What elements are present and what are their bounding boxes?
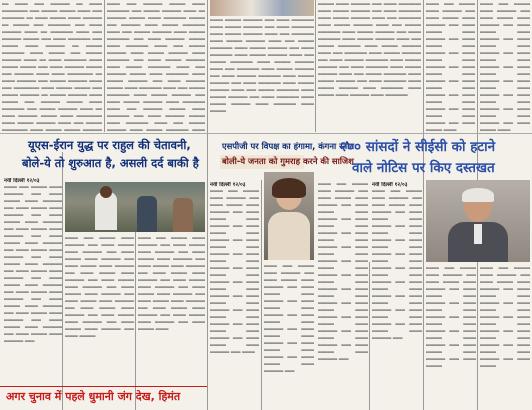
top-article-column-1: ━━ ━━━━ ━━━ ━━━━━━ ━━ ━━━━ ━━━━━━━━ ━━━ ━━━━━ ━━━━━ ━━━━ ━━━ ━━━━━━━ ━━ ━━━━ ━━━━━ ━━━━ ━━━━━━ ━━ ━━━━━ ━━━ ━━━━━━━ ━━━ ━━━━ ━━━━━━ ━━━━ ━━ ━━━━━━━ ━━━━ ━━━ ━━━━━━ ━━━━━ ━━━ ━━━━ ━━━━━━━ ━━━ ━━━━━ ━━━━ ━━━━━━ ━━ ━━━━━ ━━━━━━━ ━━━━ ━━━━━ ━━━ ━━━━━ ━━━━━━ ━━━━ ━━ ━━━━ ━━━━━━━ ━━━━ ━━━━━ ━━━━━ ━━━ ━━━━ ━━━━━━ ━━━━━ ━━━ ━━━━━━ ━━━━ ━━━━ ━━━━━━━━ ━━ ━━━━ ━━━━━━ ━━━ ━━━━━ ━━━━━━ ━━━━ ━━━ ━━━━━━━━ ━━━━ ━━━━━ ━━━━━ ━━━ ━━━━━ ━━━━━━ ━━ ━━━━━ ━━━━━━ ━━━━ ━━━━━ ━━━ ━━━━━━ ━━━━━ ━━━━ ━━━━━━━ ━━━ ━━━━━ ━━━━━━ ━━━━ ━━ ━━━━ ━━━━━━ ━━━━━ ━━━━ ━━━━━━━━ ━━━━ ━━━━━ ━━━━━━ ━━━━ ━━━ ━━━━━ ━━━━━━━━ ━━━━ ━━━━━ ━━━━━ ━━━━━━ xyxy=(2,2,102,132)
headline-mps: २०० सांसदों ने सीईसी को हटाने xyxy=(340,139,496,155)
headline-opposition: एसपीजी पर विपक्ष का हंगामा, कंगना रनौत xyxy=(222,141,355,151)
dateline-rahul: नयी दिल्ली १२/०३ xyxy=(4,178,40,184)
column-rule xyxy=(315,0,316,132)
dateline-opposition: नयी दिल्ली १२/०३ xyxy=(210,182,246,188)
headline-mps-sub: वाले नोटिस पर किए दस्तखत xyxy=(352,160,495,176)
rahul-story-column-2: ━━━━ ━━━ ━━━━━ ━━━━ ━━━━━━ ━━━ ━━━━ ━━━━━ ━━━━ ━━━━━━ ━━━ ━━━━ ━━━━━ ━━━━ ━━━━━━ ━━━ ━━━━ ━━━━━ ━━━━ ━━━━━━ ━━━ ━━━━ ━━━━━ ━━━━ ━━━━━━ ━━━ ━━━━ ━━━━━ ━━━━ ━━━━━━ ━━━ ━━━━ ━━━━━ ━━━━ ━━━━━━ ━━━ ━━━━ ━━━━━ ━━━━ ━━━━━━ ━━━ ━━━━ ━━━━━ ━━━━ ━━━━━━ ━━━ ━━━━ ━━━━━ ━━━━ ━━━━━━ ━━━ ━━━━ ━━━━━ ━━━━ ━━━━━━ ━━━ ━━━━ ━━━━━ xyxy=(65,236,134,340)
column-rule xyxy=(423,0,424,410)
mps-story-column-1 xyxy=(372,182,422,382)
opposition-body-1: ━━━━ ━━━ ━━━━━ ━━━━ ━━━━━━ ━━━ ━━━━ ━━━━━ ━━━━ ━━━━━━ ━━━ ━━━━ ━━━━━ ━━━━ ━━━━━━ ━━━ ━━━━ ━━━━━ ━━━━ ━━━━━━ ━━━ ━━━━ ━━━━━ ━━━━ ━━━━━━ ━━━ ━━━━ ━━━━━ ━━━━ ━━━━━━ ━━━ ━━━━ ━━━━━ ━━━━ ━━━━━━ ━━━ ━━━━ ━━━━━ ━━━━ ━━━━━━ ━━━ ━━━━ ━━━━━ ━━━━ ━━━━━━ ━━━ ━━━━ ━━━━━ ━━━━ ━━━━━━ ━━━ ━━━━ ━━━━━ ━━━━ ━━━━━━ ━━━ ━━━━ ━━━━━ ━━━━ ━━━━━━ ━━━ ━━━━ xyxy=(210,189,259,356)
headline-rahul-sub: बोले-ये तो शुरुआत है, असली दर्द बाकी है xyxy=(22,156,199,170)
top-article-column-5: ━━━━ ━━━ ━━━━━ ━━━━ ━━━━━━ ━━━ ━━━━ ━━━━━ ━━━━ ━━━━━━ ━━━ ━━━━ ━━━━━ ━━━━ ━━━━━━ ━━━ ━━━━ ━━━━━ ━━━━ ━━━━━━ ━━━ ━━━━ ━━━━━ ━━━━ ━━━━━━ ━━━ ━━━━ ━━━━━ ━━━━ ━━━━━━ ━━━ ━━━━ ━━━━━ ━━━━ ━━━━━━ ━━━ ━━━━ ━━━━━ ━━━━ ━━━━━━ ━━━ ━━━━ ━━━━━ ━━━━ ━━━━━━ ━━━ ━━━━ ━━━━━ ━━━━ xyxy=(426,2,475,132)
opposition-story-column-1 xyxy=(210,182,259,382)
column-rule xyxy=(261,180,262,410)
headline-bottom: अगर चुनाव में पहले धुमानी जंग देख, हिमंत xyxy=(6,390,181,403)
opposition-story-column-2: ━━━━ ━━━ ━━━━━ ━━━━ ━━━━━━ ━━━ ━━━━ ━━━━━ ━━━━ ━━━━━━ ━━━ ━━━━ ━━━━━ ━━━━ ━━━━━━ ━━━ ━━━━ ━━━━━ ━━━━ ━━━━━━ ━━━ ━━━━ ━━━━━ ━━━━ ━━━━━━ ━━━ ━━━━ ━━━━━ ━━━━ ━━━━━━ ━━━ ━━━━ ━━━━━ ━━━━ ━━━━━━ ━━━ ━━━━ ━━━━━ ━━━━ ━━━━━━ ━━━ xyxy=(264,264,314,375)
photo-kangana xyxy=(264,172,314,260)
rahul-body-1: ━━━━ ━━━ ━━━━━ ━━━━ ━━━━━━ ━━━ ━━━━ ━━━━━ ━━━━ ━━━━━━ ━━━ ━━━━ ━━━━━ ━━━━ ━━━━━━ ━━━ ━━━━ ━━━━━ ━━━━ ━━━━━━ ━━━ ━━━━ ━━━━━ ━━━━ ━━━━━━ ━━━ ━━━━ ━━━━━ ━━━━ ━━━━━━ ━━━ ━━━━ ━━━━━ ━━━━ ━━━━━━ ━━━ ━━━━ ━━━━━ ━━━━ ━━━━━━ ━━━ ━━━━ ━━━━━ ━━━━ ━━━━━━ ━━━ ━━━━ ━━━━━ ━━━━ ━━━━━━ ━━━ ━━━━ ━━━━━ ━━━━ ━━━━━━ ━━━ ━━━━ ━━━━━ ━━━━ ━━━━━━ ━━━ ━━━━ ━━━━━ ━━━━ ━━━━━━ ━━━ ━━━━ ━━━━━ ━━━━ ━━━━━━ ━━━ ━━━━ ━━━━━ ━━━━ ━━━━━━ ━━━ xyxy=(4,185,62,345)
column-rule xyxy=(62,152,63,410)
top-article-column-3: ━━━━ ━━━━━ ━━━━━━ ━━━ ━━━━ ━━━━━━━ ━━━━ ━━━━━ ━━━━━━ ━━━ ━━━━ ━━━━━━━ ━━━━ ━━━━━ ━━━━━━ ━━━━ ━━━ ━━━━━━━ ━━━━ ━━━━━ ━━━━━━ ━━━━ ━━━ ━━━━━ ━━━━━━━ ━━━━ ━━━━━ ━━━━━━ ━━━ ━━━━ ━━━━━━━ ━━━━ ━━━━━ ━━━━━━ ━━━━ ━━━ ━━━━━ ━━━━━━━ ━━━━ ━━━━━ ━━━━━━ ━━━━ ━━━ ━━━━━━━ ━━━━ ━━━━━ ━━━━━━ ━━━ ━━━━ ━━━━━━ ━━━━━━━ ━━━━ ━━━━━ ━━━━━━ ━━━ ━━━━ ━━━━━━━ ━━━━ ━━━━━ ━━━━━━ ━━━━ ━━━ ━━━━━ ━━━━━━━ ━━━━ ━━━━━ ━━━━━━ ━━━ ━━━━ ━━━━━━━ ━━━━ ━━━━━ ━━━━━━ ━━━━ ━━━━━━━ ━━━━ ━━━━━ xyxy=(210,18,314,115)
headline-opposition-sub: बोली-ये जनता को गुमराह करने की साजिश xyxy=(222,156,354,166)
top-article-column-2: ━━━━ ━━━ ━━━━━━ ━━━━━ ━━━━ ━━━━━━━ ━━━ ━━━━━ ━━━━━━ ━━━━ ━━ ━━━━━━ ━━━━━ ━━━━ ━━━━━━━ ━━━━━ ━━━ ━━━━━━ ━━━━ ━━━━━ ━━━━━━━ ━━━━ ━━━ ━━━━━ ━━━━━━ ━━━━ ━━━━━ ━━━━━━━ ━━━ ━━━━ ━━━━━━ ━━━━━ ━━━━ ━━━━━━━ ━━━━ ━━━ ━━━━━ ━━━━━━ ━━━━ ━━━━━ ━━━━━━ ━━━━ ━━━━━━━ ━━━ ━━━━ ━━━━━ ━━━━━━ ━━━━ ━━━━━ ━━━━━━━ ━━━━ ━━━ ━━━━━━ ━━━━━ ━━━━ ━━━━━━━ ━━━━ ━━━━━ ━━━━━━ ━━━ ━━━━ ━━━━━━ ━━━━━ ━━━━ ━━━━━━━ ━━━━ ━━━ ━━━━━ ━━━━━━━ ━━━━ ━━━━━ ━━━━━━ ━━━ ━━━━ ━━━━━ ━━━━━━ ━━━━ ━━━━━━━ ━━━━ ━━━ ━━━━━━ ━━━━━ ━━━━ ━━━━━━━ ━━━ ━━━━ ━━━━━━ ━━━━━ ━━━━ ━━━━━━━ ━━━━ ━━━ ━━━━━ ━━━━━━ ━━━━ ━━━━━ ━━━━━━━ ━━━━ xyxy=(107,2,205,132)
top-photo-strip xyxy=(210,0,314,16)
dateline-mps: नयी दिल्ली १२/०३ xyxy=(372,182,408,188)
top-article-column-4: ━━━━━ ━━━━ ━━━━━━ ━━━ ━━━━ ━━━━━━━ ━━━━ ━━━━━ ━━━━━━ ━━━ ━━━━ ━━━━━━━ ━━━━ ━━━━━ ━━━━━━ ━━━━ ━━━ ━━━━━━━ ━━━━ ━━━━━ ━━━━━━ ━━━━ ━━━ ━━━━━ ━━━━━━━ ━━━━ ━━━━━ ━━━━━━ ━━━ ━━━━ ━━━━━━━ ━━━━ ━━━━━ ━━━━━━ ━━━━ ━━━ ━━━━━ ━━━━━━━ ━━━━ ━━━━━ ━━━━━━ ━━━━ ━━━ ━━━━━━━ ━━━━ ━━━━━ ━━━━━━ ━━━ ━━━━ ━━━━━━ ━━━━━━━ ━━━━ ━━━━━ ━━━━━━ ━━━ ━━━━ ━━━━━━━ ━━━━ ━━━━━ ━━━━━━ ━━━━ ━━━ ━━━━━ ━━━━━━━ ━━━━ ━━━━━ ━━━━━━ ━━━ ━━━━ ━━━━━━━ ━━━━ ━━━━━ ━━━━━━ ━━━━ ━━━━━━━ ━━━━ ━━━━━ ━━━━ ━━━━━━ ━━━━ ━━━━━━━ xyxy=(318,2,421,99)
photo-rahul-parliament xyxy=(65,182,205,232)
photo-mps-speaker xyxy=(426,180,530,262)
column-rule xyxy=(135,232,136,410)
mps-story-column-2: ━━━━ ━━━ ━━━━━ ━━━━ ━━━━━━ ━━━ ━━━━ ━━━━━ ━━━━ ━━━━━━ ━━━ ━━━━ ━━━━━ ━━━━ ━━━━━━ ━━━ ━━━━ ━━━━━ ━━━━ ━━━━━━ ━━━ ━━━━ ━━━━━ ━━━━ ━━━━━━ ━━━ ━━━━ ━━━━━ ━━━━ ━━━━━━ ━━━ ━━━━ ━━━━━ ━━━━ ━━━━━━ ━━━ ━━━━ ━━━━━ xyxy=(426,266,476,370)
mps-story-column-3: ━━━━ ━━━ ━━━━━ ━━━━ ━━━━━━ ━━━ ━━━━ ━━━━━ ━━━━ ━━━━━━ ━━━ ━━━━ ━━━━━ ━━━━ ━━━━━━ ━━━ ━━━━ ━━━━━ ━━━━ ━━━━━━ ━━━ ━━━━ ━━━━━ ━━━━ ━━━━━━ ━━━ ━━━━ ━━━━━ ━━━━ ━━━━━━ ━━━ ━━━━ ━━━━━ ━━━━ ━━━━━━ ━━━ ━━━━ ━━━━━ xyxy=(480,266,530,370)
column-rule xyxy=(369,262,370,410)
column-rule xyxy=(207,0,208,410)
headline-rahul: यूएस-ईरान युद्ध पर राहुल की चेतावनी, xyxy=(28,138,191,152)
opposition-story-column-3: ━━━━ ━━━ ━━━━━ ━━━━ ━━━━━━ ━━━ ━━━━ ━━━━━ ━━━━ ━━━━━━ ━━━ ━━━━ ━━━━━ ━━━━ ━━━━━━ ━━━ ━━━━ ━━━━━ ━━━━ ━━━━━━ ━━━ ━━━━ ━━━━━ ━━━━ ━━━━━━ ━━━ ━━━━ ━━━━━ ━━━━ ━━━━━━ ━━━ ━━━━ ━━━━━ ━━━━ ━━━━━━ ━━━ ━━━━ ━━━━━ ━━━━ ━━━━━━ ━━━ ━━━━ ━━━━━ ━━━━ ━━━━━━ ━━━ ━━━━ ━━━━━ ━━━━ ━━━━━━ ━━━ ━━━━ ━━━━━ ━━━━ ━━━━━━ ━━━ ━━━━ ━━━━━ ━━━━ ━━━━━━ ━━━ ━━━━ ━━━━━ ━━━━ ━━━━━━ ━━━ xyxy=(318,182,368,363)
top-article-column-6: ━━━━ ━━━ ━━━━━ ━━━━ ━━━━━━ ━━━ ━━━━ ━━━━━ ━━━━ ━━━━━━ ━━━ ━━━━ ━━━━━ ━━━━ ━━━━━━ ━━━ ━━━━ ━━━━━ ━━━━ ━━━━━━ ━━━ ━━━━ ━━━━━ ━━━━ ━━━━━━ ━━━ ━━━━ ━━━━━ ━━━━ ━━━━━━ ━━━ ━━━━ ━━━━━ ━━━━ ━━━━━━ ━━━ ━━━━ ━━━━━ ━━━━ ━━━━━━ ━━━ ━━━━ ━━━━━ ━━━━ ━━━━━━ ━━━ ━━━━ ━━━━━ ━━━━ xyxy=(480,2,530,132)
column-rule xyxy=(104,0,105,132)
section-rule xyxy=(0,133,532,134)
bottom-headline-rule xyxy=(0,386,207,387)
rahul-story-column-1 xyxy=(4,178,62,378)
rahul-story-column-3: ━━━━ ━━━ ━━━━━ ━━━━ ━━━━━━ ━━━ ━━━━ ━━━━━ ━━━━ ━━━━━━ ━━━ ━━━━ ━━━━━ ━━━━ ━━━━━━ ━━━ ━━━━ ━━━━━ ━━━━ ━━━━━━ ━━━ ━━━━ ━━━━━ ━━━━ ━━━━━━ ━━━ ━━━━ ━━━━━ ━━━━ ━━━━━━ ━━━ ━━━━ ━━━━━ ━━━━ ━━━━━━ ━━━ ━━━━ ━━━━━ ━━━━ ━━━━━━ ━━━ ━━━━ ━━━━━ ━━━━ ━━━━━━ ━━━ ━━━━ ━━━━━ ━━━━ ━━━━━━ ━━━ ━━━━ ━━━━━ ━━━━ xyxy=(138,236,205,333)
mps-body-1: ━━━━ ━━━ ━━━━━ ━━━━ ━━━━━━ ━━━ ━━━━ ━━━━━ ━━━━ ━━━━━━ ━━━ ━━━━ ━━━━━ ━━━━ ━━━━━━ ━━━ ━━━━ ━━━━━ ━━━━ ━━━━━━ ━━━ ━━━━ ━━━━━ ━━━━ ━━━━━━ ━━━ ━━━━ ━━━━━ ━━━━ ━━━━━━ ━━━ ━━━━ ━━━━━ ━━━━ ━━━━━━ ━━━ ━━━━ ━━━━━ ━━━━ ━━━━━━ ━━━ ━━━━ ━━━━━ ━━━━ ━━━━━━ ━━━ ━━━━ ━━━━━ ━━━━ ━━━━━━ ━━━ ━━━━ ━━━━━ ━━━━ ━━━━━━ ━━━ xyxy=(372,189,422,342)
